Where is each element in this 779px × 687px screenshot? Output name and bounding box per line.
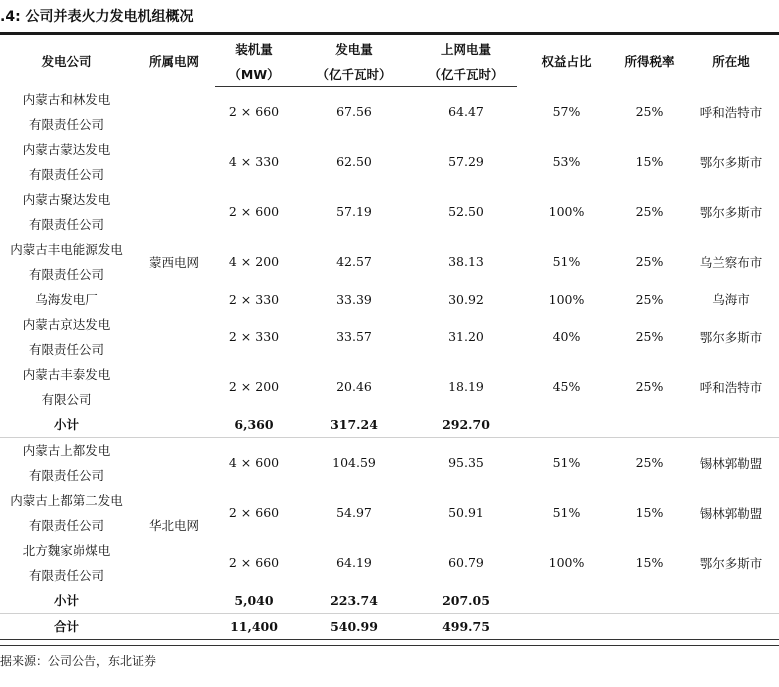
cell-equity: 51%	[552, 505, 581, 520]
source-rule	[0, 645, 779, 646]
subtotal-label: 小计	[0, 588, 133, 614]
cell-generation: 67.56	[336, 104, 372, 120]
cell-ongrid: 50.91	[448, 505, 484, 520]
company-name: 内蒙古上都发电	[22, 442, 111, 458]
subtotal-empty	[517, 412, 616, 438]
cell-generation: 33.57	[336, 329, 372, 344]
company-name: 内蒙古丰电能源发电	[10, 241, 123, 257]
cell-ongrid: 38.13	[448, 254, 484, 269]
company-name-line2: 有限责任公司	[28, 216, 104, 232]
table-row	[0, 137, 779, 162]
cell-equity: 53%	[552, 154, 581, 169]
cell-generation: 54.97	[336, 505, 372, 520]
table-row	[0, 362, 779, 387]
cell-location: 乌海市	[712, 292, 750, 307]
company-name-line2: 有限责任公司	[28, 467, 104, 483]
cell-generation: 57.19	[336, 204, 372, 219]
company-name-line2: 有限责任公司	[28, 116, 104, 132]
table-row	[0, 287, 779, 312]
cell-tax: 25%	[635, 455, 664, 470]
table-row	[0, 187, 779, 212]
cell-tax: 25%	[635, 204, 664, 219]
company-name-line2: 有限公司	[41, 391, 92, 407]
table-row	[0, 237, 779, 262]
subtotal-capacity: 6,360	[215, 412, 293, 438]
cell-ongrid: 60.79	[448, 555, 484, 570]
cell-capacity: 2 × 660	[228, 505, 280, 520]
table-row	[0, 488, 779, 513]
company-name-line2: 有限责任公司	[28, 341, 104, 357]
company-name: 内蒙古上都第二发电	[10, 492, 123, 508]
cell-tax: 25%	[635, 329, 664, 344]
company-name: 乌海发电厂	[35, 291, 98, 307]
cell-tax: 25%	[635, 104, 664, 119]
cell-location: 呼和浩特市	[699, 379, 763, 395]
table-row	[0, 437, 779, 463]
company-name: 北方魏家峁煤电	[22, 542, 111, 558]
header-equity: 权益占比	[541, 54, 592, 70]
cell-capacity: 2 × 330	[228, 329, 280, 344]
table-row	[0, 87, 779, 112]
cell-capacity: 2 × 660	[228, 555, 280, 570]
title-rule	[0, 32, 779, 35]
company-name: 内蒙古蒙达发电	[22, 141, 111, 157]
cell-location: 锡林郭勒盟	[699, 455, 763, 471]
subtotal-label: 小计	[0, 412, 133, 438]
cell-equity: 100%	[548, 291, 585, 307]
total-empty	[616, 613, 683, 639]
header-grid: 所属电网	[148, 54, 199, 70]
cell-location: 鄂尔多斯市	[699, 329, 763, 345]
total-empty	[683, 613, 779, 639]
company-name-line2: 有限责任公司	[28, 517, 104, 533]
subtotal-empty	[616, 588, 683, 614]
cell-ongrid: 57.29	[448, 154, 484, 169]
subtotal-empty	[683, 412, 779, 438]
cell-equity: 51%	[552, 254, 581, 269]
grid-name: 蒙西电网	[133, 87, 215, 438]
subtotal-capacity: 5,040	[215, 588, 293, 614]
cell-ongrid: 18.19	[448, 379, 484, 394]
cell-capacity: 2 × 660	[228, 104, 280, 120]
cell-equity: 100%	[548, 555, 585, 570]
cell-location: 锡林郭勒盟	[699, 505, 763, 521]
cell-location: 乌兰察布市	[699, 254, 763, 270]
cell-generation: 33.39	[336, 291, 372, 307]
subtotal-empty	[616, 412, 683, 438]
cell-generation: 104.59	[332, 455, 376, 470]
header-location: 所在地	[712, 54, 750, 70]
cell-capacity: 2 × 330	[228, 291, 280, 307]
cell-tax: 15%	[635, 555, 664, 570]
subtotal-row	[0, 412, 779, 438]
cell-location: 鄂尔多斯市	[699, 555, 763, 571]
table-row	[0, 312, 779, 337]
company-name: 内蒙古京达发电	[22, 316, 111, 332]
grid-name: 华北电网	[133, 437, 215, 613]
table-row	[0, 538, 779, 563]
cell-location: 呼和浩特市	[699, 104, 763, 120]
company-name: 内蒙古丰泰发电	[22, 366, 111, 382]
cell-capacity: 4 × 200	[228, 254, 280, 269]
header-capacity-unit: （MW）	[215, 61, 293, 87]
cell-equity: 51%	[552, 455, 581, 470]
cell-tax: 15%	[635, 154, 664, 169]
subtotal-row	[0, 588, 779, 614]
table-title	[0, 6, 194, 30]
header-ongrid-unit: （亿千瓦时）	[415, 61, 517, 87]
company-name-line2: 有限责任公司	[28, 567, 104, 583]
title-main: 4: 公司并表火力发电机组概况	[5, 9, 194, 25]
header-generation-unit: （亿千瓦时）	[293, 61, 415, 87]
company-name: 内蒙古聚达发电	[22, 191, 111, 207]
total-capacity: 11,400	[215, 613, 293, 639]
cell-equity: 40%	[552, 329, 581, 344]
header-tax: 所得税率	[624, 54, 675, 70]
cell-tax: 25%	[635, 291, 664, 307]
company-name: 内蒙古和林发电	[22, 91, 111, 107]
cell-ongrid: 31.20	[448, 329, 484, 344]
cell-equity: 57%	[552, 104, 581, 119]
cell-location: 鄂尔多斯市	[699, 204, 763, 220]
cell-generation: 64.19	[336, 555, 372, 570]
cell-equity: 45%	[552, 379, 581, 394]
table-body	[0, 87, 779, 640]
total-generation: 540.99	[293, 613, 415, 639]
total-row	[0, 613, 779, 639]
cell-capacity: 4 × 600	[228, 455, 280, 470]
header-generation: 发电量	[335, 41, 373, 57]
cell-generation: 20.46	[336, 379, 372, 394]
power-units-table	[0, 36, 779, 640]
cell-ongrid: 30.92	[448, 291, 484, 307]
cell-capacity: 4 × 330	[228, 154, 280, 169]
cell-capacity: 2 × 600	[228, 204, 280, 219]
total-empty	[517, 613, 616, 639]
total-label: 合计	[0, 613, 133, 639]
total-grid-empty	[133, 613, 215, 639]
cell-ongrid: 52.50	[448, 204, 484, 219]
cell-generation: 42.57	[336, 254, 372, 269]
subtotal-empty	[517, 588, 616, 614]
cell-tax: 15%	[635, 505, 664, 520]
cell-ongrid: 64.47	[448, 104, 484, 120]
source-note: 据来源：公司公告，东北证券	[0, 654, 157, 668]
cell-tax: 25%	[635, 254, 664, 269]
header-company: 发电公司	[41, 54, 92, 70]
subtotal-generation: 223.74	[293, 588, 415, 614]
cell-generation: 62.50	[336, 154, 372, 169]
subtotal-generation: 317.24	[293, 412, 415, 438]
subtotal-ongrid: 207.05	[415, 588, 517, 614]
company-name-line2: 有限责任公司	[28, 166, 104, 182]
subtotal-empty	[683, 588, 779, 614]
cell-ongrid: 95.35	[448, 455, 484, 470]
cell-equity: 100%	[548, 204, 585, 219]
cell-tax: 25%	[635, 379, 664, 394]
header-ongrid: 上网电量	[440, 41, 491, 57]
header-capacity: 装机量	[235, 41, 273, 57]
total-ongrid: 499.75	[415, 613, 517, 639]
cell-location: 鄂尔多斯市	[699, 154, 763, 170]
title-text: .	[0, 9, 6, 25]
cell-capacity: 2 × 200	[228, 379, 280, 394]
subtotal-ongrid: 292.70	[415, 412, 517, 438]
company-name-line2: 有限责任公司	[28, 266, 104, 282]
